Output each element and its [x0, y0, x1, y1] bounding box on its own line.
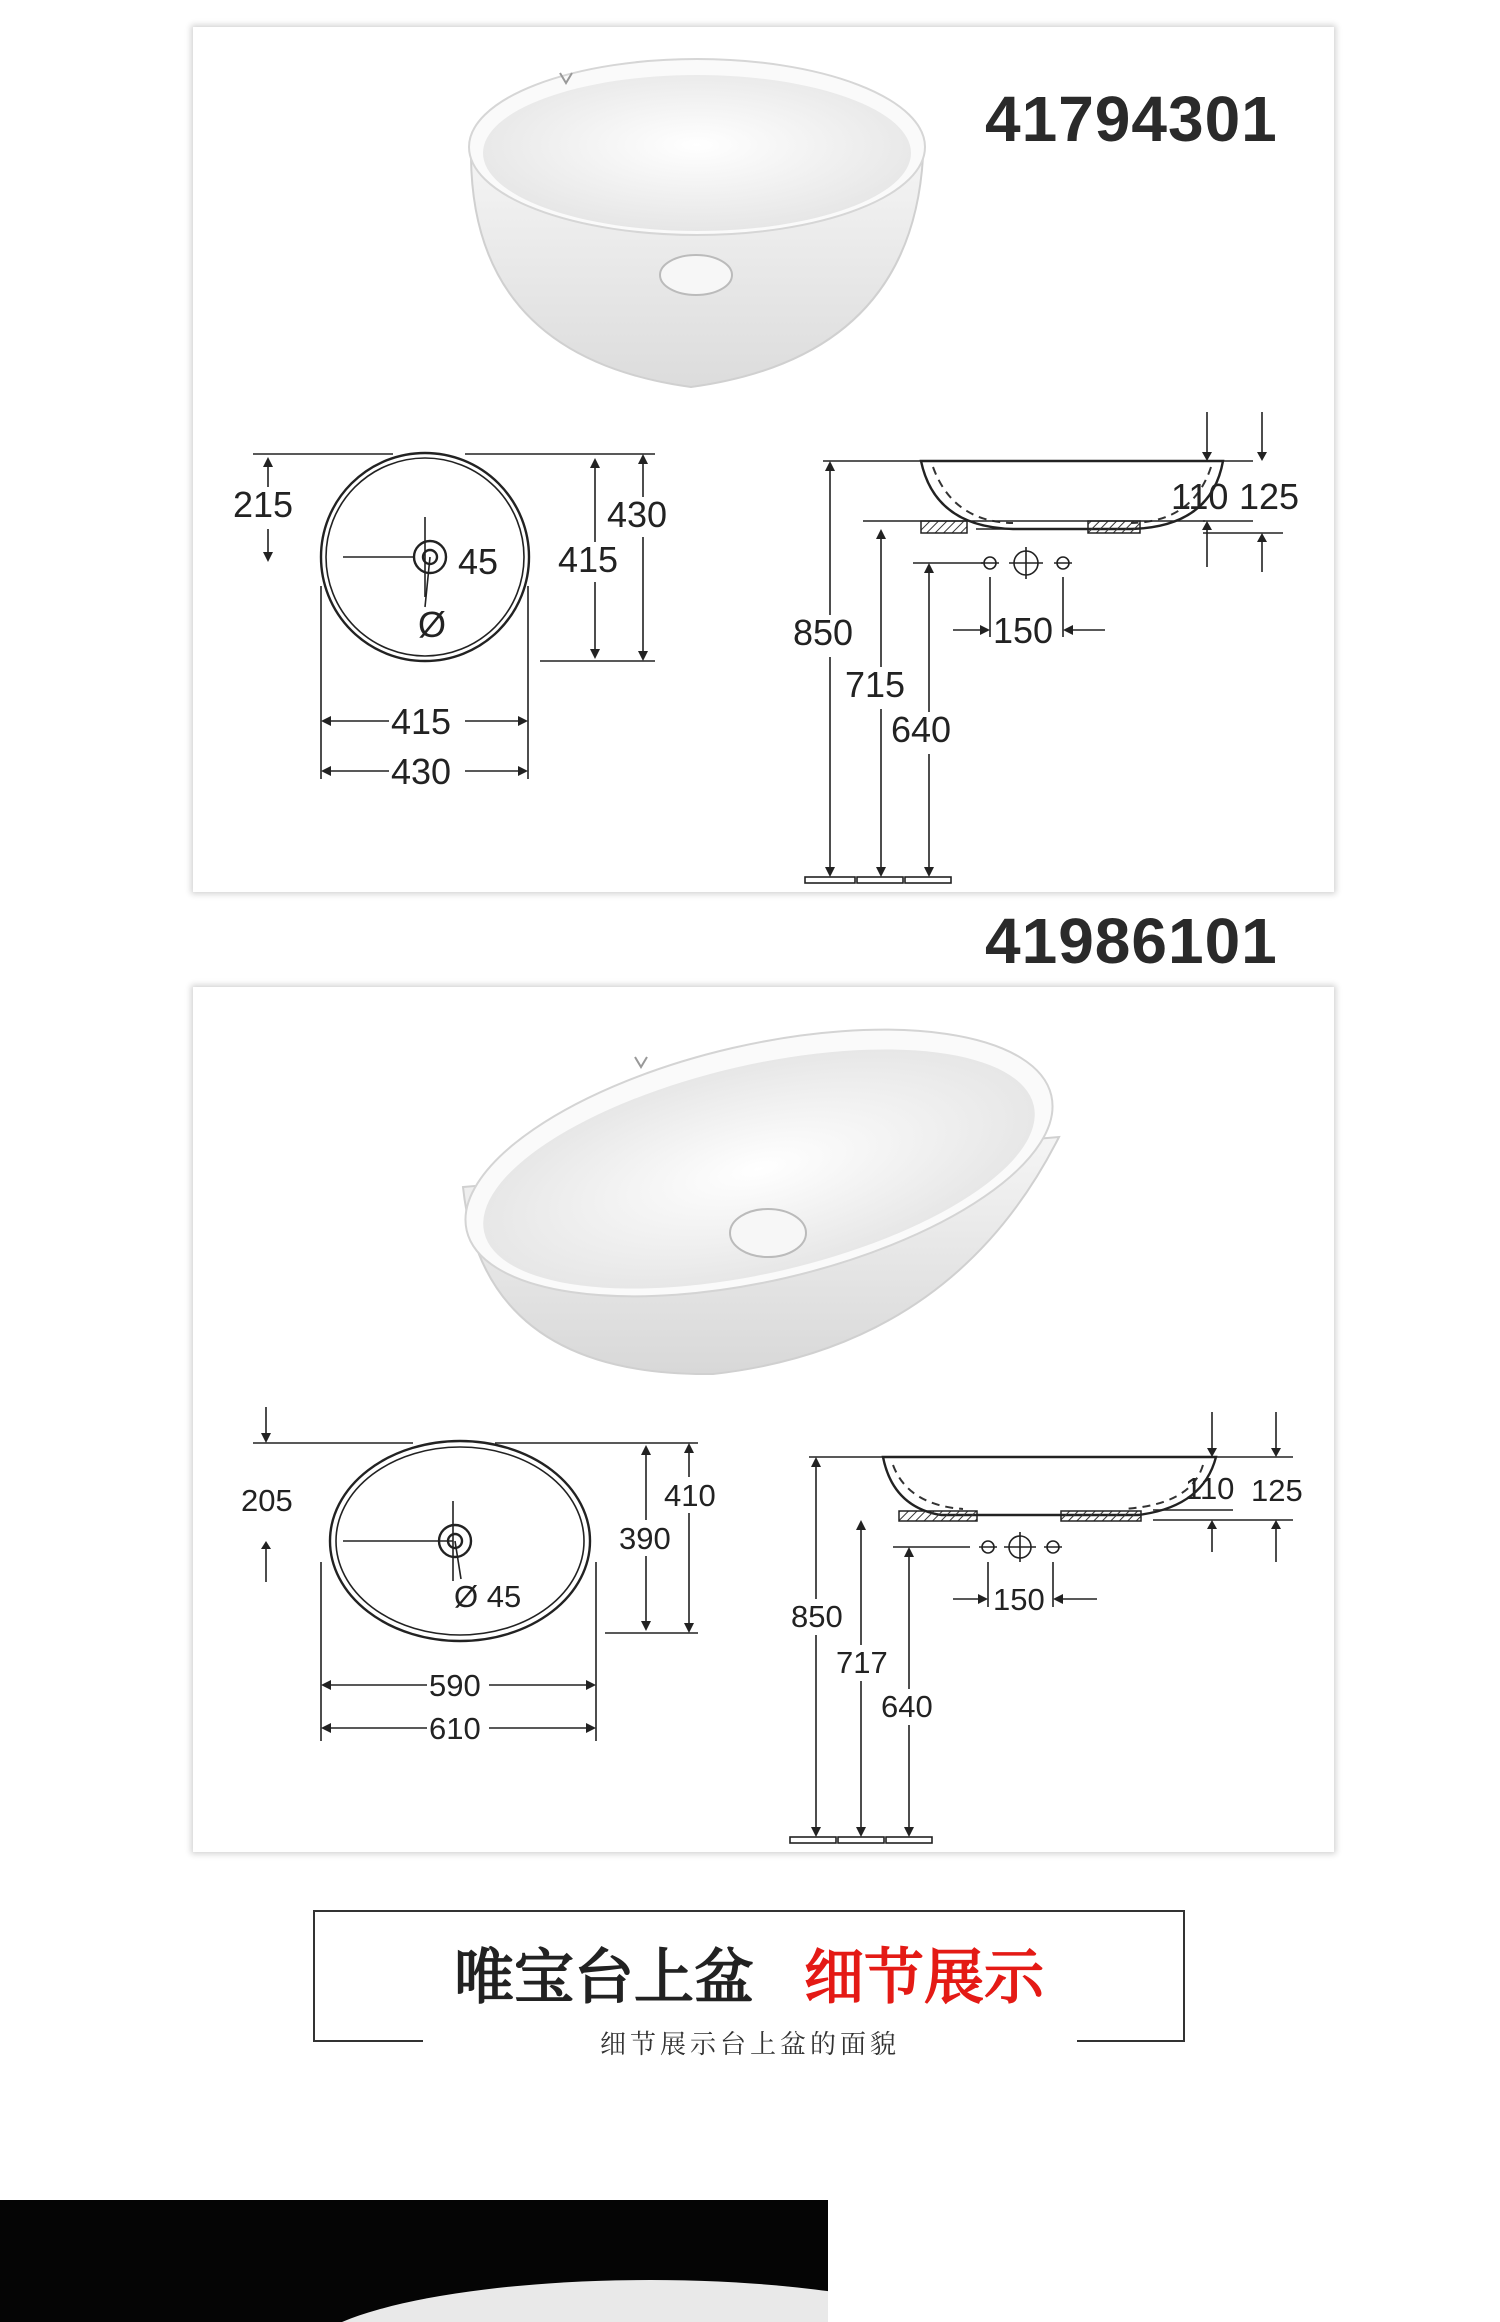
section-banner — [313, 1910, 1185, 2040]
dim-low-height: 640 — [891, 709, 952, 750]
drain-icon — [730, 1209, 806, 1257]
drawing-panel-41986101 — [193, 987, 1334, 1852]
tap-holes-icon — [981, 547, 1072, 579]
dim-outer-width: 610 — [429, 1711, 481, 1746]
dim-total-height: 125 — [1251, 1473, 1303, 1508]
dim-offset: 215 — [233, 484, 294, 525]
model-code: 41794301 — [985, 83, 1278, 155]
dim-low-height: 640 — [881, 1689, 933, 1724]
plan-view — [241, 1407, 721, 1746]
banner-subtitle: 细节展示台上盆的面貌 — [599, 2030, 900, 2060]
tap-holes-icon — [979, 1532, 1062, 1562]
drain-icon — [660, 255, 732, 295]
dim-drain-label: Ø 45 — [454, 1579, 522, 1614]
basin-render — [469, 59, 925, 387]
dim-counter-height: 850 — [793, 612, 854, 653]
dim-counter-height: 850 — [791, 1599, 843, 1634]
drawing-panel-41794301 — [193, 27, 1334, 892]
technical-drawing-41794301 — [193, 27, 1334, 892]
banner-title — [315, 1930, 1183, 2016]
dim-mid-height: 715 — [845, 664, 906, 705]
dim-outer-depth: 410 — [664, 1478, 716, 1513]
dim-tap-spacing: 150 — [993, 1582, 1045, 1617]
dim-rim-height: 110 — [1171, 476, 1229, 517]
brand-logo-icon — [635, 1057, 647, 1067]
banner-title-accent: 细节展示 — [804, 1943, 1044, 2013]
side-view — [789, 1412, 1303, 1843]
dim-inner-width: 415 — [391, 701, 452, 742]
basin-render — [440, 987, 1078, 1374]
dim-inner-width: 590 — [429, 1668, 481, 1703]
dim-inner-depth: 415 — [558, 539, 619, 580]
dim-drain-dia: 45 — [458, 541, 499, 582]
dia-symbol: Ø — [418, 604, 447, 645]
dim-rim-height: 110 — [1185, 1471, 1235, 1506]
technical-drawing-41986101 — [193, 987, 1334, 1852]
model-code: 41986101 — [985, 905, 1278, 977]
dim-offset: 205 — [241, 1483, 293, 1518]
product-photo-cropped — [0, 2200, 828, 2322]
basin-rim-image — [300, 2280, 828, 2322]
dim-total-height: 125 — [1239, 476, 1300, 517]
dim-outer-depth: 430 — [607, 494, 668, 535]
banner-title-main: 唯宝台上盆 — [454, 1943, 754, 2013]
plan-view — [231, 453, 677, 793]
side-view — [791, 412, 1299, 883]
dim-tap-spacing: 150 — [993, 610, 1054, 651]
dim-inner-depth: 390 — [619, 1521, 671, 1556]
dim-mid-height: 717 — [836, 1645, 888, 1680]
dim-outer-width: 430 — [391, 751, 452, 792]
